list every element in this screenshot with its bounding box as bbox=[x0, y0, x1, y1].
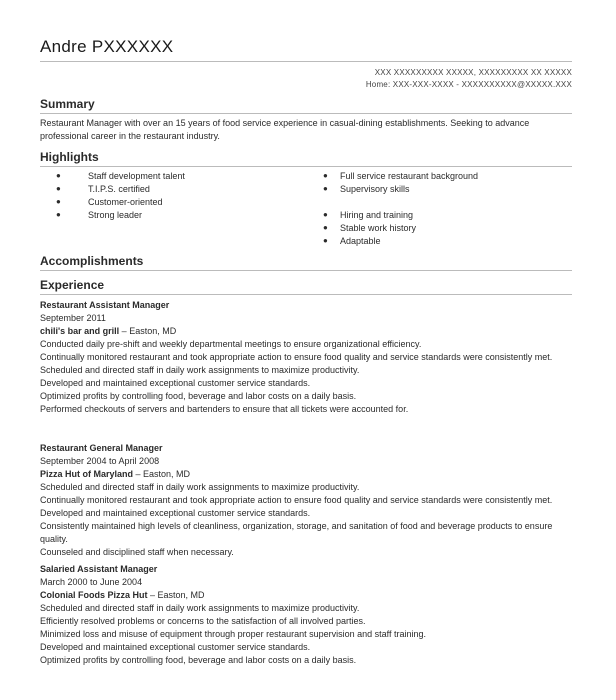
company-separator: – bbox=[119, 326, 130, 336]
job-bullet: Continually monitored restaurant and took appropriate action to ensure food quality and service standards were consistently met. bbox=[40, 495, 553, 505]
job-bullet: Efficiently resolved problems or concerns to the satisfaction of all involved parties. bbox=[40, 616, 366, 626]
bullet-icon: ● bbox=[323, 223, 328, 232]
highlights-section: Highlights ● Staff development talent ● T.I.P.S. certified ● Customer-oriented ● Strong leader ● Full service restaurant background ● Supervisory skills ● Hiring and training ● Stable work history ● Adaptable bbox=[40, 150, 572, 247]
job-company-line bbox=[40, 325, 572, 338]
job-company: Pizza Hut of Maryland bbox=[40, 469, 134, 479]
job-bullet: Counseled and disciplined staff when necessary. bbox=[40, 547, 234, 557]
bullet-icon: ● bbox=[323, 184, 328, 193]
job-dates: September 2004 to April 2008 bbox=[40, 456, 160, 466]
candidate-name: Andre PXXXXXX bbox=[40, 37, 174, 56]
contact-address: XXX XXXXXXXXX XXXXX, XXXXXXXXX XX XXXXX bbox=[374, 68, 572, 77]
bullet-icon: ● bbox=[56, 171, 61, 180]
job-location: Easton, MD bbox=[143, 469, 191, 479]
job-company: chili's bar and grill bbox=[40, 326, 120, 336]
bullet-icon: ● bbox=[56, 210, 61, 219]
job-bullet: Consistently maintained high levels of cleanliness, organization, storage, and sanitation of food and beverage products to ensure quality. bbox=[40, 521, 553, 544]
summary-section bbox=[40, 97, 572, 143]
bullet-icon: ● bbox=[56, 197, 61, 206]
job-title: Restaurant Assistant Manager bbox=[40, 300, 170, 310]
job-bullet: Developed and maintained exceptional customer service standards. bbox=[40, 508, 311, 518]
job-entry bbox=[40, 442, 572, 559]
bullet-icon: ● bbox=[323, 171, 328, 180]
job-bullet: Continually monitored restaurant and took appropriate action to ensure food quality and service standards were consistently met. bbox=[40, 352, 553, 362]
job-title: Salaried Assistant Manager bbox=[40, 564, 158, 574]
accomplishments-heading: Accomplishments bbox=[40, 254, 572, 271]
job-bullet: Developed and maintained exceptional customer service standards. bbox=[40, 642, 311, 652]
job-entry bbox=[40, 299, 572, 416]
job-dates: September 2011 bbox=[40, 313, 106, 323]
company-separator: – bbox=[133, 469, 144, 479]
job-bullet: Conducted daily pre-shift and weekly departmental meetings to ensure organizational efficiency. bbox=[40, 339, 422, 349]
job-bullet: Minimized loss and misuse of equipment through proper restaurant supervision and staff training. bbox=[40, 629, 427, 639]
bullet-icon: ● bbox=[323, 236, 328, 245]
highlights-heading: Highlights bbox=[40, 150, 572, 167]
job-company-line bbox=[40, 589, 572, 602]
bullet-icon: ● bbox=[323, 210, 328, 219]
job-bullet: Performed checkouts of servers and bartenders to ensure that all tickets were accounted for. bbox=[40, 404, 409, 414]
accomplishments-section bbox=[40, 254, 572, 271]
job-bullet: Scheduled and directed staff in daily work assignments to maximize productivity. bbox=[40, 482, 360, 492]
contact-home: Home: XXX-XXX-XXXX - XXXXXXXXXX@XXXXX.XXX bbox=[365, 80, 572, 89]
bullet-icon: ● bbox=[56, 184, 61, 193]
job-bullet: Developed and maintained exceptional customer service standards. bbox=[40, 378, 311, 388]
job-bullet: Scheduled and directed staff in daily work assignments to maximize productivity. bbox=[40, 603, 360, 613]
experience-section bbox=[40, 278, 572, 667]
summary-heading: Summary bbox=[40, 97, 572, 114]
job-title: Restaurant General Manager bbox=[40, 443, 163, 453]
job-dates: March 2000 to June 2004 bbox=[40, 577, 143, 587]
job-entry bbox=[40, 563, 572, 667]
header-divider bbox=[40, 61, 572, 62]
job-bullet: Optimized profits by controlling food, beverage and labor costs on a daily basis. bbox=[40, 655, 357, 665]
contact-block bbox=[366, 67, 572, 91]
company-separator: – bbox=[147, 590, 158, 600]
job-bullet: Optimized profits by controlling food, beverage and labor costs on a daily basis. bbox=[40, 391, 357, 401]
job-company: Colonial Foods Pizza Hut bbox=[40, 590, 148, 600]
job-location: Easton, MD bbox=[157, 590, 205, 600]
job-company-line bbox=[40, 468, 572, 481]
summary-text: Restaurant Manager with over an 15 years of food service experience in casual-dining establishments. Seeking to advance professional career in the restaurant industry. bbox=[40, 118, 530, 141]
job-location: Easton, MD bbox=[129, 326, 177, 336]
experience-heading: Experience bbox=[40, 278, 572, 295]
job-bullet: Scheduled and directed staff in daily work assignments to maximize productivity. bbox=[40, 365, 360, 375]
